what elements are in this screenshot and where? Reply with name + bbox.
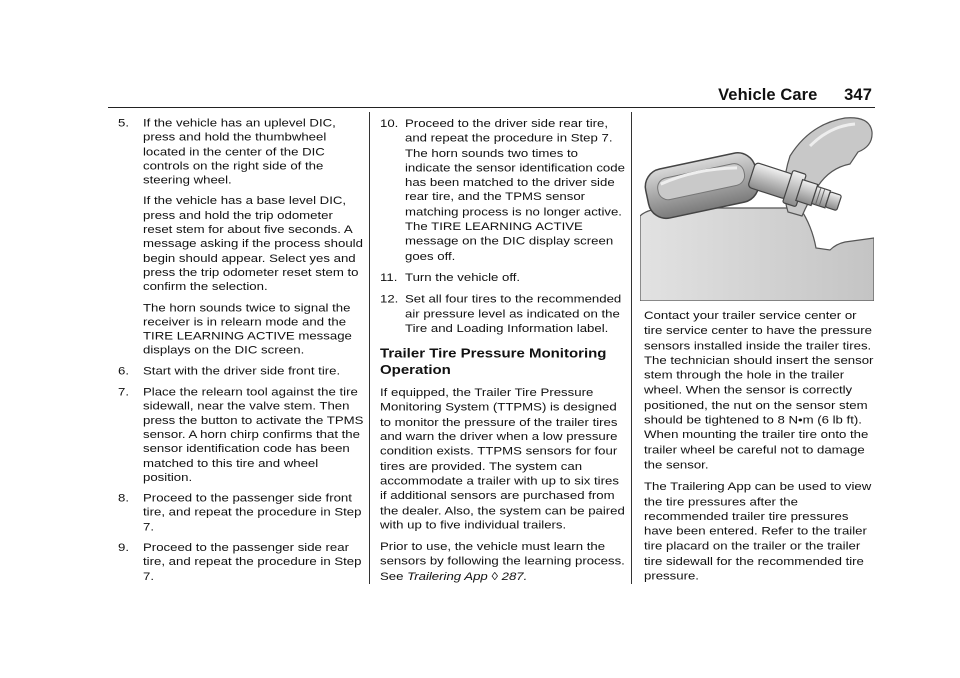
step-number: 5. xyxy=(118,116,129,130)
step-7 xyxy=(118,385,364,485)
step-number: 6. xyxy=(118,364,129,378)
step-text: Proceed to the driver side rear tire, and repeat the procedure in Step 7. The horn sounds two times to indicate the sensor identification code has been matched to the driver side rear tire, and the TPMS sensor matching process is no longer active. The TIRE LEARNING ACTIVE message on the DIC display screen goes off. xyxy=(405,116,625,263)
step-number: 8. xyxy=(118,491,129,505)
column-2 xyxy=(380,116,626,590)
step-6 xyxy=(118,364,364,378)
section-heading: Trailer Tire Pressure Monitoring Operation xyxy=(380,346,607,378)
paragraph-text: Prior to use, the vehicle must learn the sensors by following the learning process. See xyxy=(380,539,625,583)
step-text: Proceed to the passenger side rear tire, and repeat the procedure in Step 7. xyxy=(143,541,362,583)
header-rule xyxy=(108,107,875,108)
step-number: 12. xyxy=(380,292,399,306)
page-header xyxy=(718,86,872,105)
page-ref-number[interactable]: 287. xyxy=(501,569,528,583)
step-text: Turn the vehicle off. xyxy=(405,270,521,284)
step-text: If the vehicle has a base level DIC, press and hold the trip odometer reset stem for about five seconds. A message asking if the process should begin should appear. Select yes and press the trip odometer reset stem to confirm the selection. xyxy=(143,194,363,293)
column-3 xyxy=(644,308,876,590)
step-text: Set all four tires to the recommended air pressure level as indicated on the Tire and Loading Information label. xyxy=(405,292,622,335)
column-divider xyxy=(369,112,370,584)
section-title: Vehicle Care xyxy=(718,86,818,104)
tpms-sensor-illustration xyxy=(640,116,874,301)
step-11 xyxy=(380,270,626,285)
paragraph: Contact your trailer service center or tire service center to have the pressure sensors installed inside the trailer tires. The technician should insert the sensor stem through the hole in the trailer wheel. When the sensor is correctly positioned, the nut on the sensor stem should be tightened to 8 N•m (6 lb ft). When mounting the trailer tire onto the trailer wheel be careful not to damage the sensor. xyxy=(644,308,874,471)
step-9 xyxy=(118,540,364,583)
step-text: The horn sounds twice to signal the receiver is in relearn mode and the TIRE LEARNING ACTIVE message displays on the DIC screen. xyxy=(143,301,352,357)
step-number: 7. xyxy=(118,385,129,398)
step-text: If the vehicle has an uplevel DIC, press and hold the thumbwheel located in the center of the DIC controls on the right side of the steering wheel. xyxy=(143,116,336,187)
tire-sensor-figure xyxy=(640,116,874,301)
step-text: Start with the driver side front tire. xyxy=(143,364,341,378)
paragraph: The Trailering App can be used to view the tire pressures after the recommended trailer tire pressures have been entered. Refer to the trailer tire placard on the trailer or the trailer tire sidewall for the recommended tire pressure. xyxy=(644,479,872,583)
step-text: Proceed to the passenger side front tire, and repeat the procedure in Step 7. xyxy=(143,491,362,533)
column-1 xyxy=(118,116,364,590)
paragraph: If equipped, the Trailer Tire Pressure Monitoring System (TTPMS) is designed to monitor the pressure of the trailer tires and warn the driver when a low pressure condition exists. TTPMS sensors for four tires are provided. The system can accommodate a trailer with up to six tires if additional sensors are purchased from the dealer. Also, the system can be paired with up to five individual trailers. xyxy=(380,385,625,532)
step-number: 9. xyxy=(118,541,129,554)
step-12 xyxy=(380,292,626,336)
trailering-app-link[interactable]: Trailering App xyxy=(407,569,488,583)
step-10 xyxy=(380,116,626,263)
step-8 xyxy=(118,491,364,534)
page-number: 347 xyxy=(844,86,872,104)
paragraph-see-reference xyxy=(380,539,626,583)
step-number: 11. xyxy=(380,270,398,284)
page-ref-arrow-icon: ◊ xyxy=(491,569,498,583)
step-number: 10. xyxy=(380,116,399,130)
column-divider xyxy=(631,112,632,584)
step-5 xyxy=(118,116,364,357)
step-text: Place the relearn tool against the tire sidewall, near the valve stem. Then press the button to activate the TPMS sensor. A horn chirp confirms that the sensor identification code has been matched to this tire and wheel position. xyxy=(143,385,364,484)
